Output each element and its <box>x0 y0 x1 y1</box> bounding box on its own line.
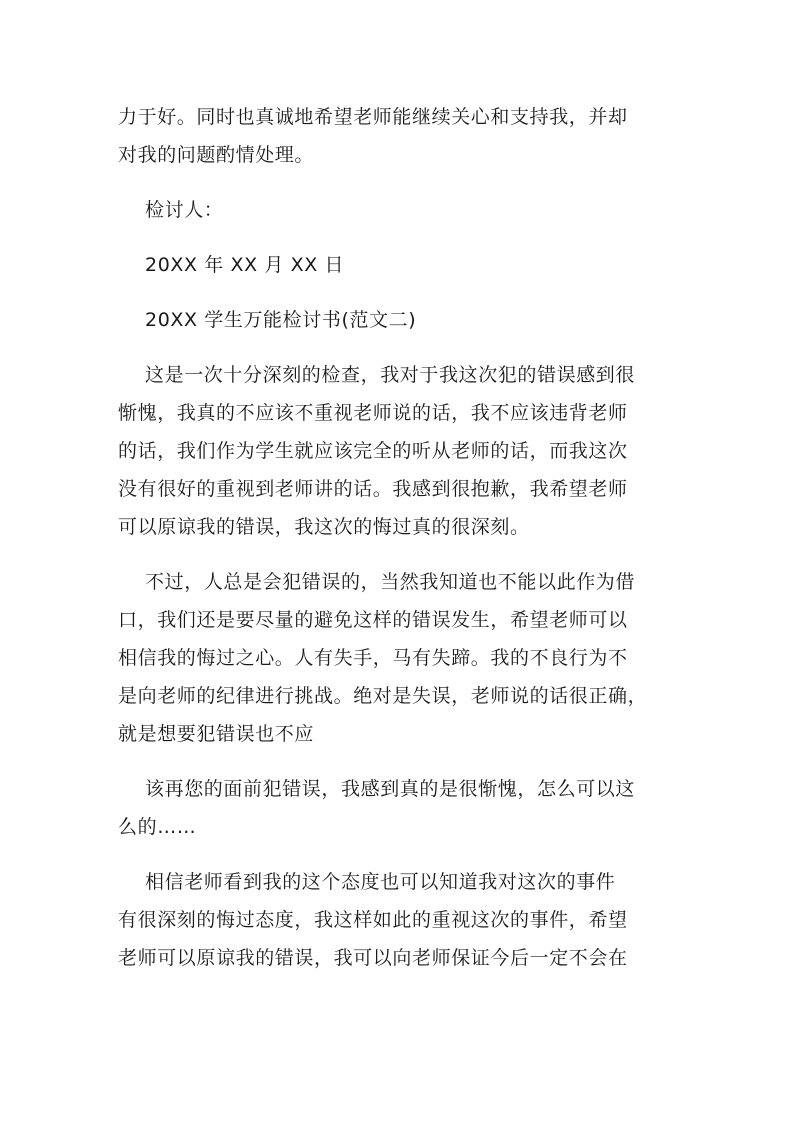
text-line: 20XX 年 XX 月 XX 日 <box>145 254 345 276</box>
paragraph-body-1 <box>118 356 688 546</box>
text-line: 不过，人总是会犯错误的，当然我知道也不能以此作为借 <box>145 571 636 593</box>
paragraph-body-4 <box>118 863 688 977</box>
text-line: 检讨人： <box>145 199 224 221</box>
text-line: 有很深刻的悔过态度，我这样如此的重视这次的事件，希望 <box>118 909 628 931</box>
text-line: 对我的问题酌情处理。 <box>118 144 315 166</box>
text-line: 的话，我们作为学生就应该完全的听从老师的话，而我这次 <box>118 440 628 462</box>
text-line: 么的…… <box>118 816 197 838</box>
text-line: 相信我的悔过之心。人有失手，马有失蹄。我的不良行为不 <box>118 647 628 669</box>
text-line: 20XX 学生万能检讨书(范文二) <box>145 309 417 331</box>
section-title <box>118 301 688 339</box>
text-line: 这是一次十分深刻的检查，我对于我这次犯的错误感到很 <box>145 364 636 386</box>
text-line: 老师可以原谅我的错误，我可以向老师保证今后一定不会在 <box>118 947 628 969</box>
text-line: 可以原谅我的错误，我这次的悔过真的很深刻。 <box>118 516 530 538</box>
text-line: 相信老师看到我的这个态度也可以知道我对这次的事件 <box>145 871 616 893</box>
text-line: 力于好。同时也真诚地希望老师能继续关心和支持我，并却 <box>118 106 628 128</box>
paragraph-body-2 <box>118 563 688 753</box>
text-line: 口，我们还是要尽量的避免这样的错误发生，希望老师可以 <box>118 609 628 631</box>
paragraph-body-3 <box>118 770 688 846</box>
text-line: 就是想要犯错误也不应 <box>118 723 315 745</box>
text-line: 惭愧，我真的不应该不重视老师说的话，我不应该违背老师 <box>118 402 628 424</box>
signature-label <box>118 191 688 229</box>
text-line: 没有很好的重视到老师讲的话。我感到很抱歉，我希望老师 <box>118 478 628 500</box>
document-page <box>118 98 688 977</box>
date-line <box>118 246 688 284</box>
text-line: 是向老师的纪律进行挑战。绝对是失误，老师说的话很正确， <box>118 685 648 707</box>
paragraph-closing <box>118 98 688 174</box>
text-line: 该再您的面前犯错误，我感到真的是很惭愧，怎么可以这 <box>145 778 636 800</box>
